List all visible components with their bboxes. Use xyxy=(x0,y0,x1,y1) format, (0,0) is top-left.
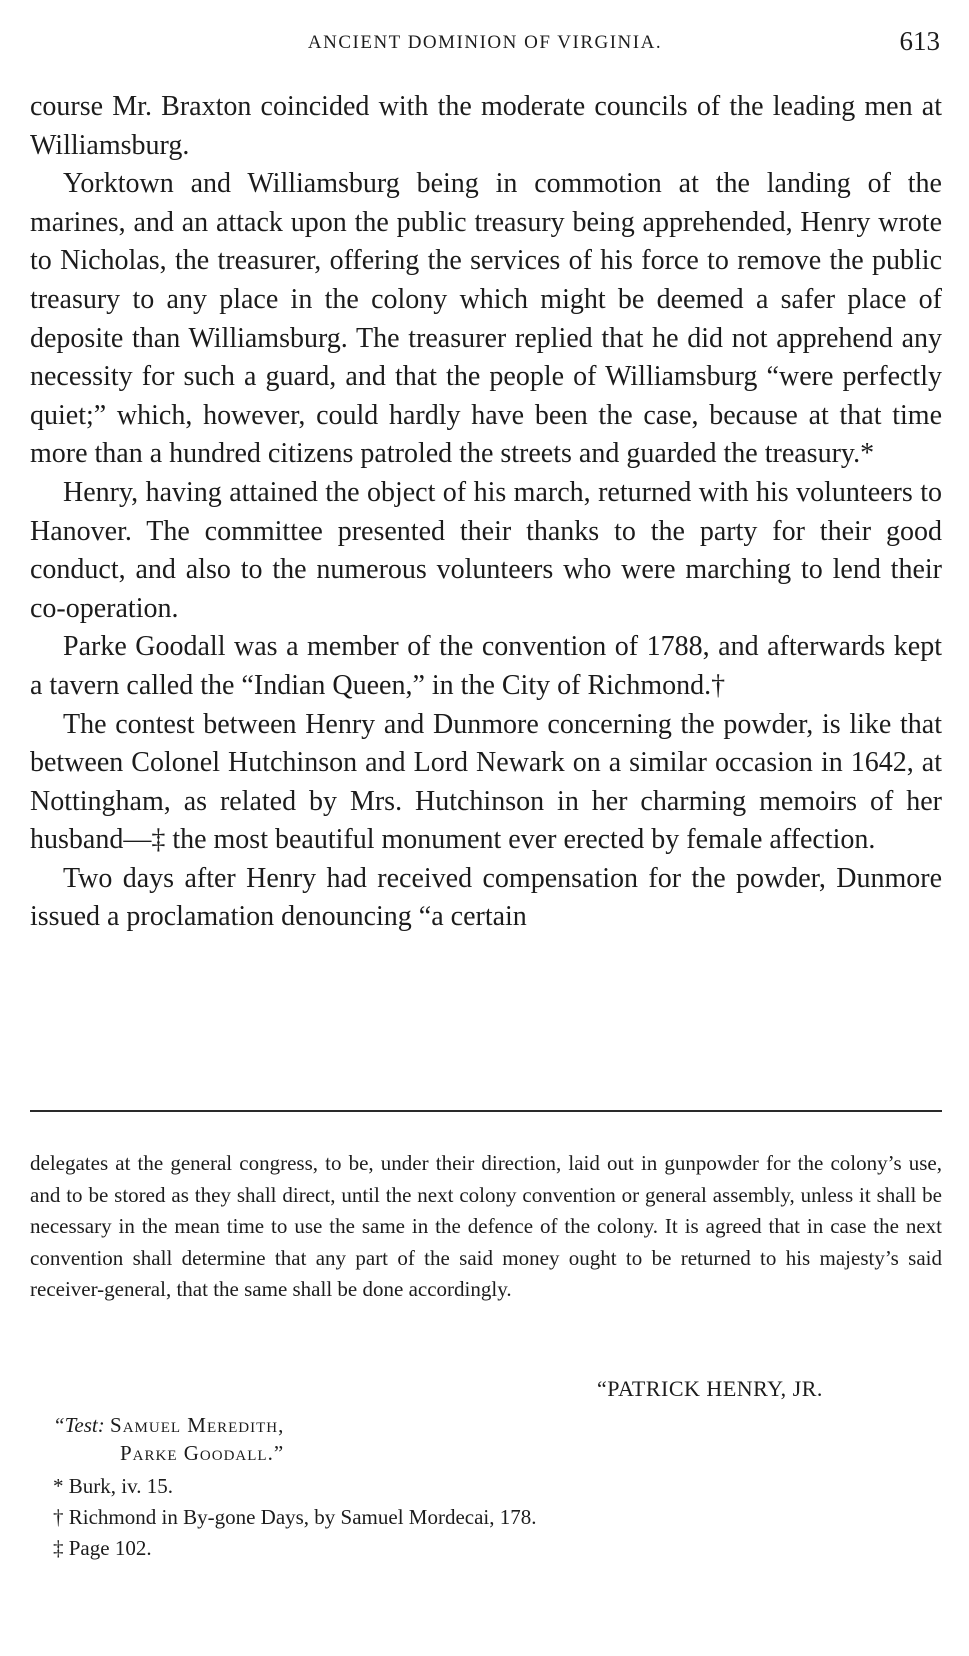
witness-name: Parke Goodall.” xyxy=(120,1441,285,1465)
page-header xyxy=(30,24,940,60)
paragraph: Two days after Henry had received compensation for the powder, Dunmore issued a proclamation denouncing “a certain xyxy=(30,862,942,933)
footnote: * Burk, iv. 15. xyxy=(53,1474,173,1498)
paragraph: Parke Goodall was a member of the convention of 1788, and afterwards kept a tavern called the “Indian Queen,” in the City of Richmond.† xyxy=(30,631,942,701)
footnotes xyxy=(53,1471,537,1564)
witness-name: Samuel Meredith, xyxy=(110,1413,285,1437)
footnote: † Richmond in By-gone Days, by Samuel Mordecai, 178. xyxy=(53,1505,537,1529)
witness-line xyxy=(53,1439,284,1467)
running-head: ANCIENT DOMINION OF VIRGINIA. xyxy=(307,32,663,53)
signature: “PATRICK HENRY, JR. xyxy=(597,1376,823,1401)
paragraph: Henry, having attained the object of his march, returned with his volunteers to Hanover. The committee presented their thanks to the party for their good conduct, and also to the numerous volunteers who were marching to lend their co-operation. xyxy=(30,476,942,624)
rule-segment xyxy=(400,1110,800,1112)
main-text xyxy=(30,88,942,937)
witness-line xyxy=(53,1411,284,1439)
footnote: ‡ Page 102. xyxy=(53,1536,152,1560)
paragraph: course Mr. Braxton coincided with the moderate councils of the leading men at Williamsburg. xyxy=(30,91,942,161)
test-label: “Test: xyxy=(53,1413,105,1437)
rule-segment xyxy=(30,1110,405,1112)
witness-block xyxy=(53,1411,284,1467)
footnote-continuation xyxy=(30,1148,942,1306)
page-number: 613 xyxy=(899,26,940,56)
rule-segment xyxy=(795,1110,942,1112)
footnote-paragraph: delegates at the general congress, to be, under their direction, laid out in gunpowder for the colony’s use, and to be stored as they shall direct, until the next colony convention or general assembly, unless it shall be necessary in the mean time to use the same in the defence of the colony. It is agreed that in case the next convention shall determine that any part of the said money ought to be returned to his majesty’s said receiver-general, that the same shall be done accordingly. xyxy=(30,1151,942,1302)
paragraph: Yorktown and Williamsburg being in commotion at the landing of the marines, and an attack upon the public treasury being apprehended, Henry wrote to Nicholas, the treasurer, offering the services of his force to remove the public treasury to any place in the colony which might be deemed a safer place of deposite than Williamsburg. The treasurer replied that he did not apprehend any necessity for such a guard, and that the people of Williamsburg “were perfectly quiet;” which, however, could hardly have been the case, because at that time more than a hundred citizens patroled the streets and guarded the treasury.* xyxy=(30,168,942,470)
paragraph: The contest between Henry and Dunmore concerning the powder, is like that between Colonel Hutchinson and Lord Newark on a similar occasion in 1642, at Nottingham, as related by Mrs. Hutchinson in her charming memoirs of her husband—‡ the most beautiful monument ever erected by female affection. xyxy=(30,708,942,856)
footnote-rule xyxy=(30,1110,942,1114)
